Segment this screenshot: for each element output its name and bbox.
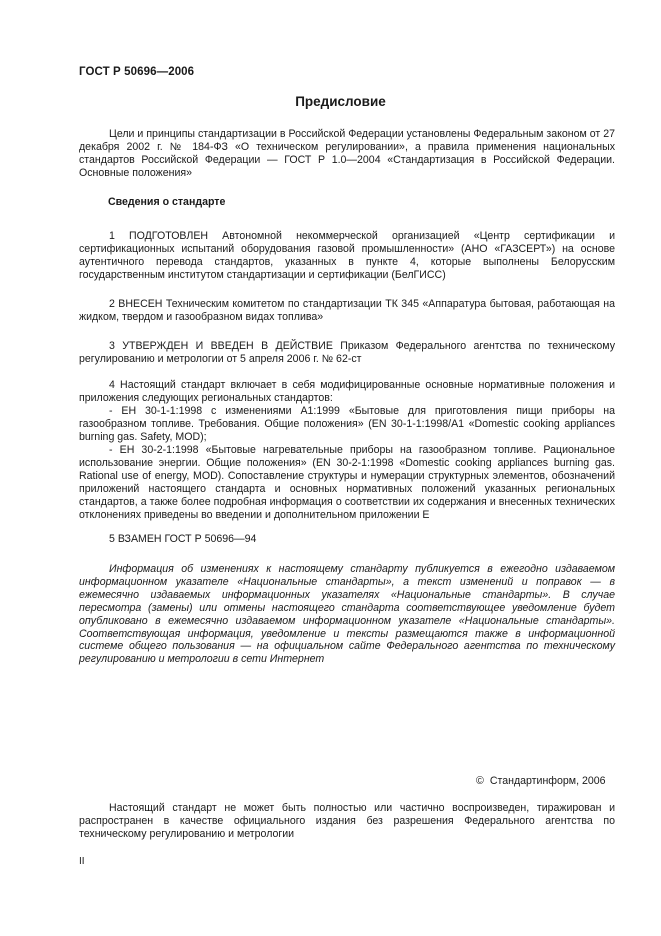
item-3-text: 3 УТВЕРЖДЕН И ВВЕДЕН В ДЕЙСТВИЕ Приказом Федерального агентства по техническому регулированию и метрологии от 5 апреля 2006 г. № 62-ст — [79, 340, 615, 365]
item-4-intro-text: 4 Настоящий стандарт включает в себя модифицированные основные нормативные положения и приложения следующих региональных стандартов: — [79, 379, 615, 404]
info-paragraph — [79, 563, 615, 666]
item-4-dash-2 — [79, 444, 615, 521]
intro-paragraph-text: Цели и принципы стандартизации в Российской Федерации установлены Федеральным законом от 27 декабря 2002 г. № 184-ФЗ «О техническом регулировании», а правила применения национальных стандартов Российской Федерации — ГОСТ Р 1.0—2004 «Стандартизация в Российской Федерации. Основные положения» — [79, 128, 615, 179]
copyright — [476, 775, 606, 787]
item-1-text: 1 ПОДГОТОВЛЕН Автономной некоммерческой организацией «Центр сертификации и сертификационных испытаний оборудования газовой промышленности» (АНО «ГАЗСЕРТ») на основе аутентичного перевода стандартов, указанных в пункте 4, которые выполнены Белорусским государственным институтом стандартизации и сертификации (БелГИСС) — [79, 230, 615, 281]
item-2 — [79, 298, 615, 324]
reproduction-notice-text: Настоящий стандарт не может быть полностью или частично воспроизведен, тиражирован и распространен в качестве официального издания без разрешения Федерального агентства по техническому регулированию и метрологии — [79, 802, 615, 840]
item-4-dash-1 — [79, 405, 615, 444]
page-number: II — [79, 856, 85, 867]
section-title: Сведения о стандарте — [108, 196, 226, 208]
item-5 — [79, 533, 615, 546]
item-1 — [79, 230, 615, 282]
reproduction-notice — [79, 802, 615, 841]
item-4-intro — [79, 379, 615, 405]
item-2-text: 2 ВНЕСЕН Техническим комитетом по стандартизации ТК 345 «Аппаратура бытовая, работающая на жидком, твердом и газообразном видах топлива» — [79, 298, 615, 323]
info-paragraph-text: Информация об изменениях к настоящему стандарту публикуется в ежегодно издаваемом информационном указателе «Национальные стандарты», а текст изменений и поправок — в ежемесячно издаваемых информационных указателях «Национальные стандарты». В случае пересмотра (замены) или отмены настоящего стандарта соответствующее уведомление будет опубликовано в ежемесячно издаваемом информационном указателе «Национальные стандарты». Соответствующая информация, уведомление и тексты размещаются также в информационной системе общего пользования — на официальном сайте Федерального агентства по техническому регулированию и метрологии в сети Интернет — [79, 563, 615, 666]
copyright-text: Стандартинформ, 2006 — [489, 775, 606, 787]
foreword-title: Предисловие — [295, 94, 386, 109]
intro-paragraph — [79, 128, 615, 180]
item-5-text: 5 ВЗАМЕН ГОСТ Р 50696—94 — [109, 533, 257, 545]
copyright-icon: © — [476, 775, 484, 787]
standard-number: ГОСТ Р 50696—2006 — [79, 66, 195, 78]
item-4-dash-2-text: - ЕН 30-2-1:1998 «Бытовые нагревательные приборы на газообразном топливе. Рациональное использование энергии. Общие положения» (EN 30-2-1:1998 «Domestic cooking appliances burning gas. Rational use of energy, MOD). Сопоставление структуры и нумерации структурных элементов, обозначений приложений настоящего стандарта и основных нормативных положений указанных региональных стандартов, а также более подробная информация о соответствии их содержания и внесенных технических отклонениях приведены во введении и дополнительном приложении Е — [79, 444, 615, 521]
item-3 — [79, 340, 615, 366]
item-4-dash-1-text: - ЕН 30-1-1:1998 с изменениями А1:1999 «Бытовые для приготовления пищи приборы на газообразном топливе. Требования. Общие положения» (EN 30-1-1:1998/A1 «Domestic cooking appliances burning gas. Safety, MOD); — [79, 405, 615, 443]
